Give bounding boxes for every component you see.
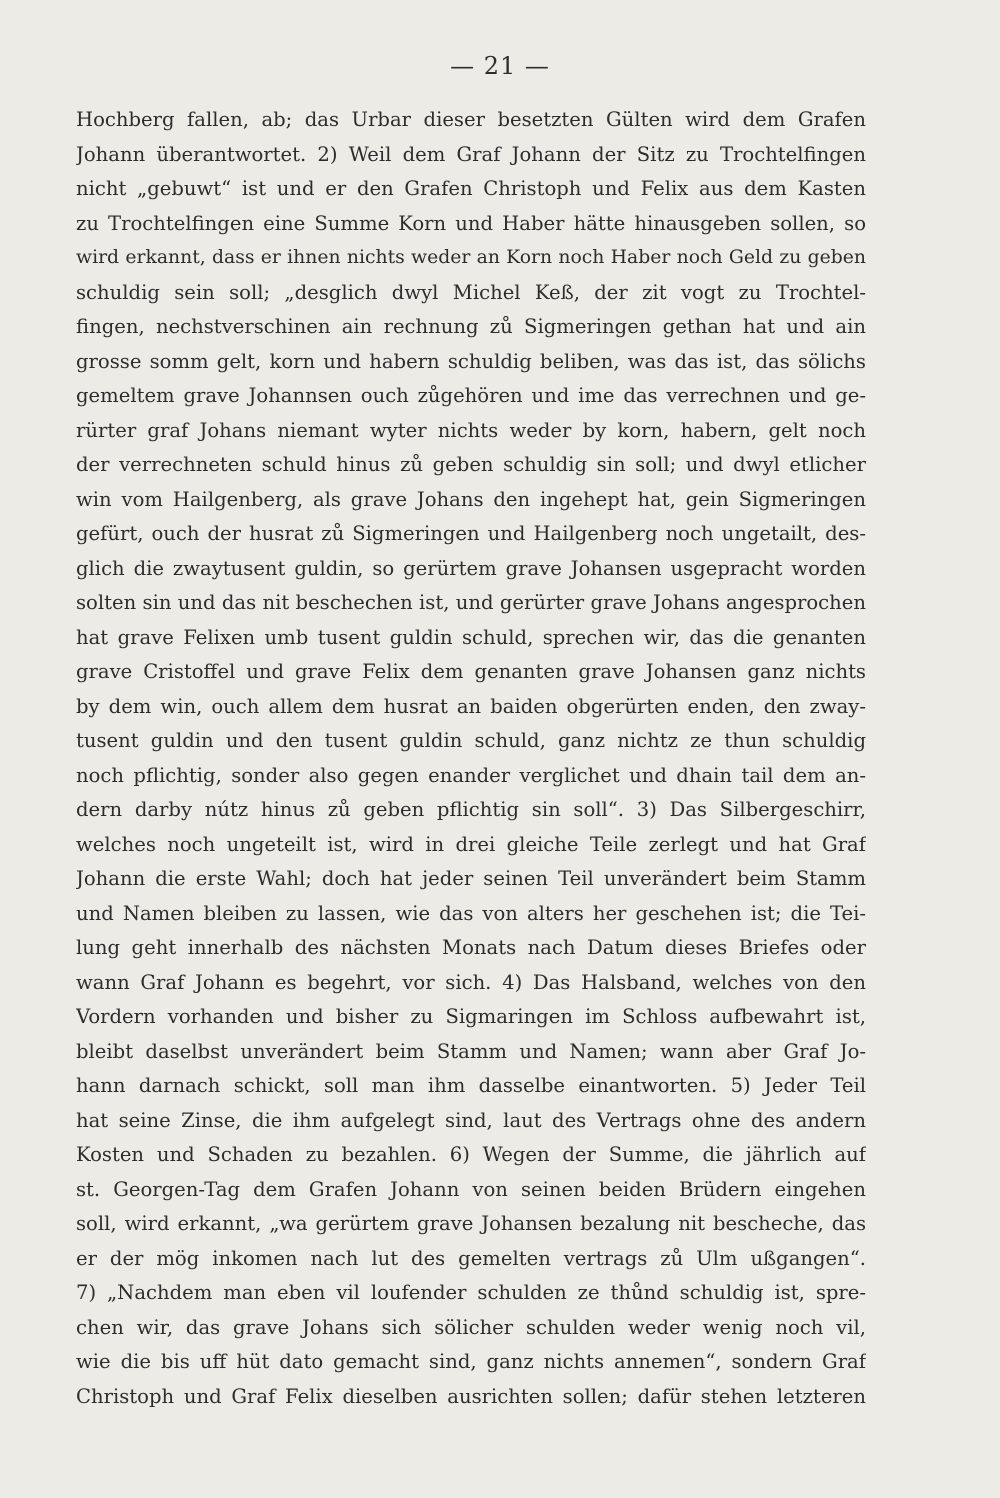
text-line: grosse somm gelt, korn und habern schuldig beliben, was das ist, das sölichs — [76, 349, 866, 373]
text-line: Hochberg fallen, ab; das Urbar dieser besetzten Gülten wird dem Grafen — [76, 108, 866, 131]
text-line: welches noch ungeteilt ist, wird in drei gleiche Teile zerlegt und hat Graf — [76, 832, 866, 856]
page-number: — 21 — — [450, 52, 550, 80]
text-line: glich die zwaytusent guldin, so gerürtem grave Johansen usgepracht worden — [76, 556, 866, 580]
text-line: gefürt, ouch der husrat zů Sigmeringen und Hailgenberg noch ungetailt, des- — [76, 522, 866, 545]
text-line: st. Georgen-Tag dem Grafen Johann von seinen beiden Brüdern eingehen — [76, 1177, 866, 1201]
text-line: und Namen bleiben zu lassen, wie das von alters her geschehen ist; die Tei- — [76, 901, 866, 925]
text-line: gemeltem grave Johannsen ouch zůgehören und ime das verrechnen und ge- — [76, 384, 866, 407]
text-line: chen wir, das grave Johans sich sölicher schulden weder wenig noch vil, — [76, 1315, 866, 1339]
text-line: der verrechneten schuld hinus zů geben schuldig sin soll; und dwyl etlicher — [76, 453, 866, 476]
text-line: nicht „gebuwt“ ist und er den Grafen Christoph und Felix aus dem Kasten — [76, 177, 866, 200]
text-line: soll, wird erkannt, „wa gerürtem grave Johansen bezalung nit bescheche, das — [76, 1212, 866, 1235]
text-line: Kosten und Schaden zu bezahlen. 6) Wegen der Summe, die jährlich auf — [76, 1143, 866, 1166]
text-line: hat seine Zinse, die ihm aufgelegt sind, laut des Vertrags ohne des andern — [76, 1108, 866, 1132]
text-line: zu Trochtelfingen eine Summe Korn und Haber hätte hinausgeben sollen, so — [76, 211, 866, 235]
text-line: noch pflichtig, sonder also gegen enander verglichet und dhain tail dem an- — [76, 763, 866, 787]
text-line: Vordern vorhanden und bisher zu Sigmaringen im Schloss aufbewahrt ist, — [76, 1005, 866, 1028]
text-line: Johann überantwortet. 2) Weil dem Graf Johann der Sitz zu Trochtelfingen — [76, 142, 866, 166]
text-line: grave Cristoffel und grave Felix dem genanten grave Johansen ganz nichts — [76, 660, 866, 683]
text-line: dern darby nútz hinus zů geben pflichtig sin soll“. 3) Das Silbergeschirr, — [76, 798, 866, 821]
text-line: tusent guldin und den tusent guldin schuld, ganz nichtz ze thun schuldig — [76, 729, 866, 752]
text-line: hat grave Felixen umb tusent guldin schuld, sprechen wir, das die genanten — [76, 625, 866, 649]
text-line: 7) „Nachdem man eben vil loufender schulden ze thůnd schuldig ist, spre- — [76, 1281, 866, 1304]
body-text — [76, 103, 866, 1414]
text-line: wird erkannt, dass er ihnen nichts weder an Korn noch Haber noch Geld zu geben — [76, 247, 866, 268]
text-line: Christoph und Graf Felix dieselben ausrichten sollen; dafür stehen letzteren — [76, 1384, 866, 1408]
text-line: bleibt daselbst unverändert beim Stamm und Namen; wann aber Graf Jo- — [76, 1039, 866, 1063]
text-line: hann darnach schickt, soll man ihm dasselbe einantworten. 5) Jeder Teil — [76, 1074, 866, 1097]
text-line: win vom Hailgenberg, als grave Johans den ingehept hat, gein Sigmeringen — [76, 487, 866, 511]
text-line: wie die bis uff hüt dato gemacht sind, ganz nichts annemen“, sondern Graf — [76, 1350, 866, 1373]
text-line: er der mög inkomen nach lut des gemelten vertrags zů Ulm ußgangen“. — [76, 1246, 866, 1270]
text-line: lung geht innerhalb des nächsten Monats nach Datum dieses Briefes oder — [76, 936, 866, 959]
text-line: Johann die erste Wahl; doch hat jeder seinen Teil unverändert beim Stamm — [76, 867, 866, 890]
text-line: rürter graf Johans niemant wyter nichts weder by korn, habern, gelt noch — [76, 418, 866, 442]
text-line: by dem win, ouch allem dem husrat an baiden obgerürten enden, den zway- — [76, 694, 866, 718]
text-line: fingen, nechstverschinen ain rechnung zů Sigmeringen gethan hat und ain — [76, 315, 866, 338]
text-line: solten sin und das nit beschechen ist, und gerürter grave Johans angesprochen — [76, 591, 866, 614]
text-line: schuldig sein soll; „desglich dwyl Michel Keß, der zit vogt zu Trochtel- — [76, 280, 866, 304]
text-line: wann Graf Johann es begehrt, vor sich. 4) Das Halsband, welches von den — [76, 970, 866, 994]
